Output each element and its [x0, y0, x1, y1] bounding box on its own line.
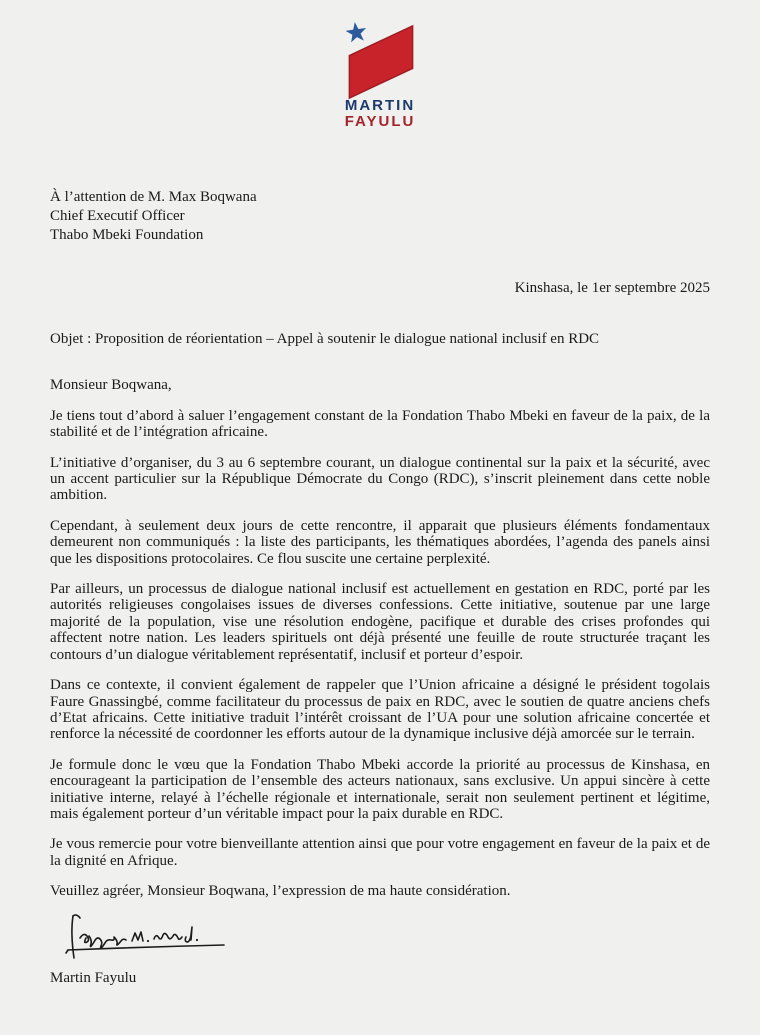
- star-icon: [345, 21, 368, 43]
- signer-name: Martin Fayulu: [50, 969, 137, 986]
- logo-wordmark-line2: FAYULU: [344, 113, 416, 130]
- recipient-line-attention: À l’attention de M. Max Boqwana: [50, 189, 257, 205]
- dateline: Kinshasa, le 1er septembre 2025: [514, 279, 710, 296]
- body-paragraph: Dans ce contexte, il convient également de rappeler que l’Union africaine a désigné le président togolais Faure Gnassingbé, comme facilitateur du processus de paix en RDC, avec le soutien de quatre anciens chefs d’Etat africains. Cette initiative traduit l’intérêt croissant de l’UA pour une solution africaine concertée et renforce la nécessité de coordonner les efforts autour de la dynamique inclusive déjà amorcée sur le terrain.: [50, 677, 710, 743]
- logo-wordmark-line1: MARTIN: [344, 97, 416, 114]
- body-paragraph: Veuillez agréer, Monsieur Boqwana, l’expression de ma haute considération.: [50, 883, 511, 900]
- body-paragraph: Je formule donc le vœu que la Fondation Thabo Mbeki accorde la priorité au processus de Kinshasa, en encourageant la participation de l’ensemble des acteurs nationaux, sans exclusive. Un appui sincère à cette initiative interne, relayé à l’échelle régionale et internationale, serait non seulement pertinent et légitime, mais également porteur d’un véritable impact pour la paix durable en RDC.: [50, 756, 710, 822]
- signature-block: [64, 914, 710, 962]
- body-paragraph: Je vous remercie pour votre bienveillante attention ainsi que pour votre engagement en faveur de la paix et de la dignité en Afrique.: [50, 836, 710, 869]
- body-paragraph: Par ailleurs, un processus de dialogue national inclusif est actuellement en gestation en RDC, porté par les autorités religieuses congolaises issues de diverses confessions. Cette initiative, soutenue par une large majorité de la population, vise une résolution endogène, pacifique et durable des crises profondes qui affectent notre nation. Les leaders spirituels ont déjà présenté une feuille de route structurée traçant les contours d’un dialogue véritablement représentatif, inclusif et porteur d’espoir.: [50, 581, 710, 663]
- recipient-line-organization: Thabo Mbeki Foundation: [50, 227, 204, 244]
- logo-mark: [345, 17, 415, 101]
- recipient-block: [50, 188, 710, 246]
- subject-line: Objet : Proposition de réorientation – Appel à soutenir le dialogue national inclusif en RDC: [50, 331, 600, 348]
- recipient-line-title: Chief Executif Officer: [50, 208, 185, 225]
- body-paragraph: L’initiative d’organiser, du 3 au 6 septembre courant, un dialogue continental sur la paix et la sécurité, avec un accent particulier sur la République Démocrate du Congo (RDC), s’inscrit pleinement dans cette noble ambition.: [50, 454, 710, 504]
- campaign-logo: [50, 17, 710, 130]
- letter-body: [50, 408, 710, 900]
- body-paragraph: Cependant, à seulement deux jours de cette rencontre, il apparait que plusieurs éléments fondamentaux demeurent non communiqués : la liste des participants, les thématiques abordées, l’agenda des panels ainsi que les dispositions protocolaires. Ce flou suscite une certaine perplexité.: [50, 517, 710, 567]
- logo-wordmark: [50, 98, 710, 130]
- salutation: Monsieur Boqwana,: [50, 377, 172, 394]
- signature-scribble-icon: [64, 914, 229, 962]
- body-paragraph: Je tiens tout d’abord à saluer l’engagement constant de la Fondation Thabo Mbeki en faveur de la paix, de la stabilité et de l’intégration africaine.: [50, 407, 710, 441]
